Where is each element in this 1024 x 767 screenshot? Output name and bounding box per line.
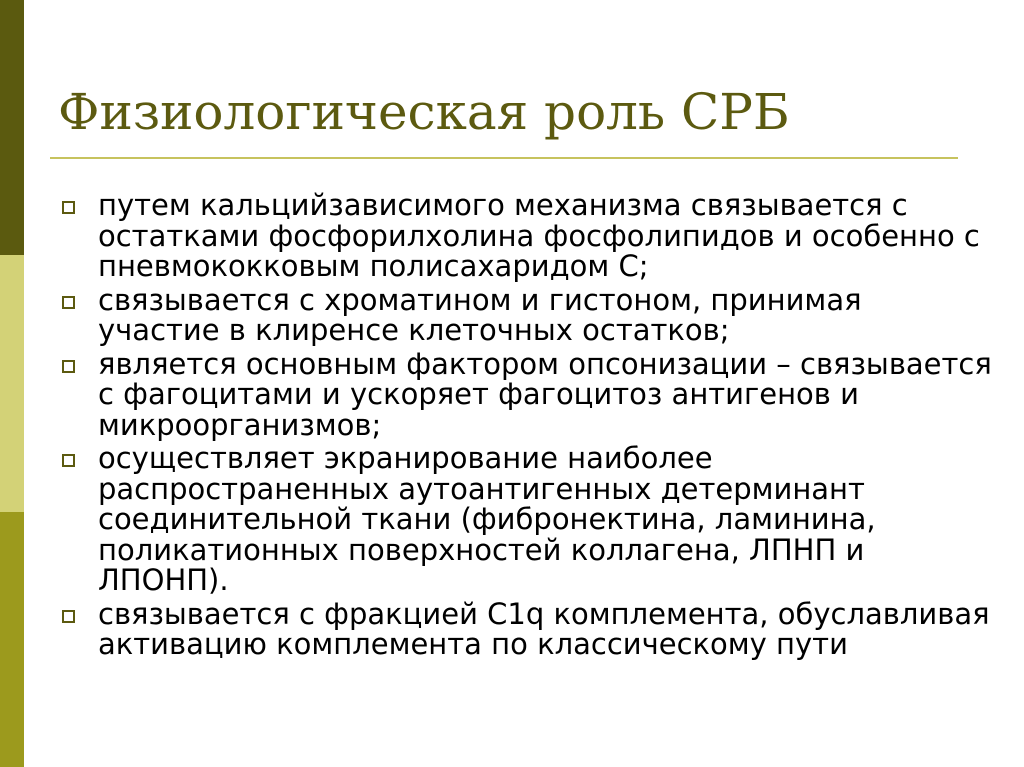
slide-title: Физиологическая роль СРБ: [58, 83, 790, 141]
bullet-text: осуществляет экранирование наиболее распространенных аутоантигенных детерминант соединительной ткани (фибронектина, ламинина, поликатионных поверхностей коллагена, ЛПНП и ЛПОНП).: [98, 441, 876, 597]
hollow-square-bullet-icon: [62, 296, 75, 309]
title-underline: [50, 157, 958, 159]
bullet-text: является основным фактором опсонизации – связывается с фагоцитами и ускоряет фагоцитоз антигенов и микроорганизмов;: [98, 346, 992, 442]
bullet-text: путем кальцийзависимого механизма связывается с остатками фосфорилхолина фосфолипидов и особенно с пневмококковым полисахаридом С;: [98, 188, 980, 283]
hollow-square-bullet-icon: [62, 360, 75, 373]
bullet-item: [62, 596, 992, 661]
side-bar-light-segment: [0, 255, 24, 512]
bullet-text: связывается с хроматином и гистоном, принимая участие в клиренсе клеточных остатков;: [98, 282, 862, 347]
bullet-item: [62, 443, 992, 596]
side-bar-olive-segment: [0, 512, 24, 767]
hollow-square-bullet-icon: [62, 610, 75, 623]
bullet-text: связывается с фракцией C1q комплемента, обуславливая активацию комплемента по классическому пути: [98, 596, 990, 661]
side-bar-dark-segment: [0, 0, 24, 255]
hollow-square-bullet-icon: [62, 454, 75, 467]
bullet-list: [62, 190, 992, 663]
bullet-item: [62, 282, 992, 347]
bullet-item: [62, 190, 992, 282]
hollow-square-bullet-icon: [62, 201, 75, 214]
bullet-item: [62, 346, 992, 442]
